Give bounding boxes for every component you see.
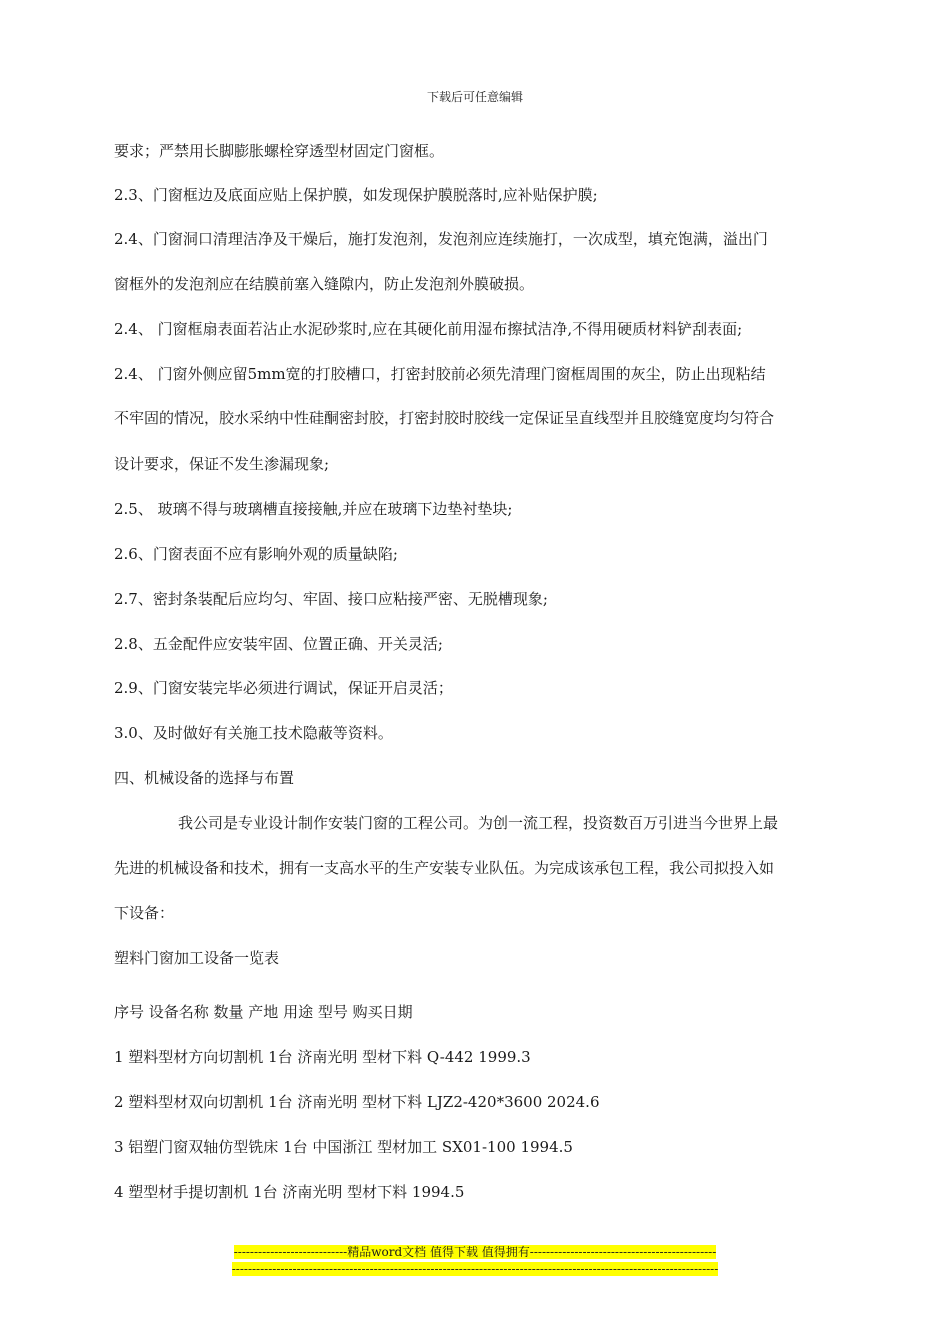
- table-row: 4 塑型材手提切割机 1台 济南光明 型材下料 1994.5: [114, 1183, 465, 1201]
- footer-line-1: ----------------------------精品word文档 值得下载 值得拥有----------------------------------------------: [233, 1245, 717, 1259]
- table-row: 3 铝塑门窗双轴仿型铣床 1台 中国浙江 型材加工 SX01-100 1994.5: [114, 1138, 573, 1156]
- footer-banner: [0, 1244, 950, 1260]
- text-line: 3.0、及时做好有关施工技术隐蔽等资料。: [114, 724, 393, 742]
- text-line: 2.6、门窗表面不应有影响外观的质量缺陷;: [114, 545, 398, 563]
- footer-line-2: ------------------------------------------------------------------------------------------------------------------------: [231, 1262, 719, 1276]
- text-line: 要求；严禁用长脚膨胀螺栓穿透型材固定门窗框。: [114, 142, 445, 160]
- text-line: 2.4、 门窗框扇表面若沾止水泥砂浆时,应在其硬化前用湿布擦拭洁净,不得用硬质材料铲刮表面;: [114, 320, 743, 338]
- table-row: 2 塑料型材双向切割机 1台 济南光明 型材下料 LJZ2-420*3600 2024.6: [114, 1093, 600, 1111]
- section-heading: 四、机械设备的选择与布置: [114, 769, 295, 787]
- page-header: 下载后可任意编辑: [426, 90, 523, 104]
- text-line: 2.3、门窗框边及底面应贴上保护膜，如发现保护膜脱落时,应补贴保护膜;: [114, 186, 598, 204]
- text-line: 下设备：: [114, 904, 175, 922]
- text-line: 2.5、 玻璃不得与玻璃槽直接接触,并应在玻璃下边垫衬垫块;: [114, 500, 513, 518]
- text-line: 先进的机械设备和技术，拥有一支高水平的生产安装专业队伍。为完成该承包工程，我公司拟投入如: [114, 859, 775, 877]
- text-line: 设计要求，保证不发生渗漏现象;: [114, 455, 330, 473]
- text-line: 2.4、 门窗外侧应留5mm宽的打胶槽口，打密封胶前必须先清理门窗框周围的灰尘，防止出现粘结: [114, 365, 766, 383]
- text-line: 2.4、门窗洞口清理洁净及干燥后，施打发泡剂，发泡剂应连续施打，一次成型，填充饱满，溢出门: [114, 230, 768, 248]
- text-line: 不牢固的情况，胶水采纳中性硅酮密封胶，打密封胶时胶线一定保证呈直线型并且胶缝宽度均匀符合: [114, 409, 775, 427]
- text-line: 我公司是专业设计制作安装门窗的工程公司。为创一流工程，投资数百万引进当今世界上最: [178, 814, 779, 832]
- table-header-row: 序号 设备名称 数量 产地 用途 型号 购买日期: [114, 1003, 413, 1021]
- table-row: 1 塑料型材方向切割机 1台 济南光明 型材下料 Q-442 1999.3: [114, 1048, 531, 1066]
- table-title: 塑料门窗加工设备一览表: [114, 949, 280, 967]
- footer-divider: [0, 1261, 950, 1277]
- text-line: 2.7、密封条装配后应均匀、牢固、接口应粘接严密、无脱槽现象;: [114, 590, 548, 608]
- text-line: 窗框外的发泡剂应在结膜前塞入缝隙内，防止发泡剂外膜破损。: [114, 275, 535, 293]
- text-line: 2.9、门窗安装完毕必须进行调试，保证开启灵活；: [114, 679, 453, 697]
- text-line: 2.8、五金配件应安装牢固、位置正确、开关灵活;: [114, 635, 443, 653]
